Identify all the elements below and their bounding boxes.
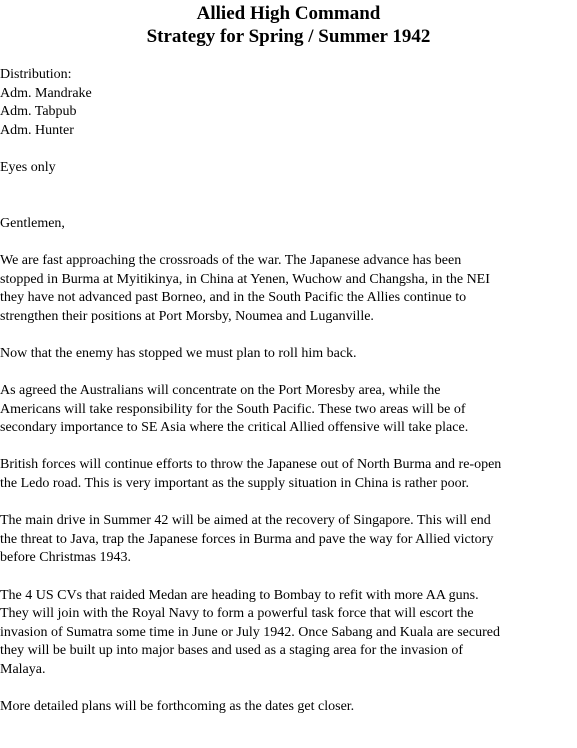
paragraph [0, 345, 577, 364]
paragraph-line: They will join with the Royal Navy to form a powerful task force that will escort the [0, 606, 474, 622]
paragraph [0, 456, 577, 493]
paragraph-line: The main drive in Summer 42 will be aimed at the recovery of Singapore. This will end [0, 513, 491, 529]
paragraph-line: As agreed the Australians will concentrate on the Port Moresby area, while the [0, 383, 441, 399]
paragraph [0, 252, 577, 326]
paragraph-line: We are fast approaching the crossroads of the war. The Japanese advance has been [0, 252, 462, 268]
document-title: Allied High Command [196, 3, 381, 24]
classification-note: Eyes only [0, 159, 56, 175]
paragraph-line: Americans will take responsibility for the South Pacific. These two areas will be of [0, 401, 466, 417]
paragraph-line: British forces will continue efforts to throw the Japanese out of North Burma and re-open [0, 457, 502, 473]
spacer [0, 178, 577, 215]
paragraph-line: strengthen their positions at Port Morsby, Noumea and Luganville. [0, 308, 374, 324]
paragraph [0, 382, 577, 438]
paragraph-line: before Christmas 1943. [0, 550, 132, 566]
paragraph-line: secondary importance to SE Asia where the critical Allied offensive will take place. [0, 420, 469, 436]
spacer [0, 568, 577, 587]
paragraph-line: Malaya. [0, 662, 46, 677]
spacer [0, 680, 577, 699]
paragraph-line: The 4 US CVs that raided Medan are heading to Bombay to refit with more AA guns. [0, 587, 479, 603]
spacer [0, 140, 577, 159]
distribution-recipient: Adm. Hunter [0, 122, 74, 138]
paragraph-line: the Ledo road. This is very important as the supply situation in China is rather poor. [0, 476, 470, 492]
paragraph [0, 587, 577, 680]
document-header [0, 2, 577, 48]
paragraph-line: they have not advanced past Borneo, and in the South Pacific the Allies continue to [0, 290, 467, 306]
paragraph-line: Now that the enemy has stopped we must plan to roll him back. [0, 345, 357, 361]
spacer [0, 438, 577, 457]
spacer [0, 494, 577, 513]
paragraph [0, 698, 577, 717]
distribution-recipient: Adm. Mandrake [0, 85, 92, 101]
paragraph-line: More detailed plans will be forthcoming as the dates get closer. [0, 699, 355, 715]
spacer [0, 233, 577, 252]
distribution-label: Distribution: [0, 67, 72, 82]
paragraph-line: invasion of Sumatra some time in June or July 1942. Once Sabang and Kuala are secured [0, 624, 500, 640]
paragraph [0, 512, 577, 568]
document-body [0, 66, 577, 717]
document-subtitle: Strategy for Spring / Summer 1942 [146, 26, 431, 47]
paragraph-line: stopped in Burma at Myitikinya, in China at Yenen, Wuchow and Changsha, in the NEI [0, 271, 490, 287]
paragraph-line: the threat to Java, trap the Japanese forces in Burma and pave the way for Allied victory [0, 531, 494, 547]
distribution-recipient: Adm. Tabpub [0, 104, 77, 120]
paragraph-line: they will be built up into major bases and used as a staging area for the invasion of [0, 643, 464, 659]
spacer [0, 326, 577, 345]
salutation: Gentlemen, [0, 215, 65, 231]
spacer [0, 364, 577, 383]
